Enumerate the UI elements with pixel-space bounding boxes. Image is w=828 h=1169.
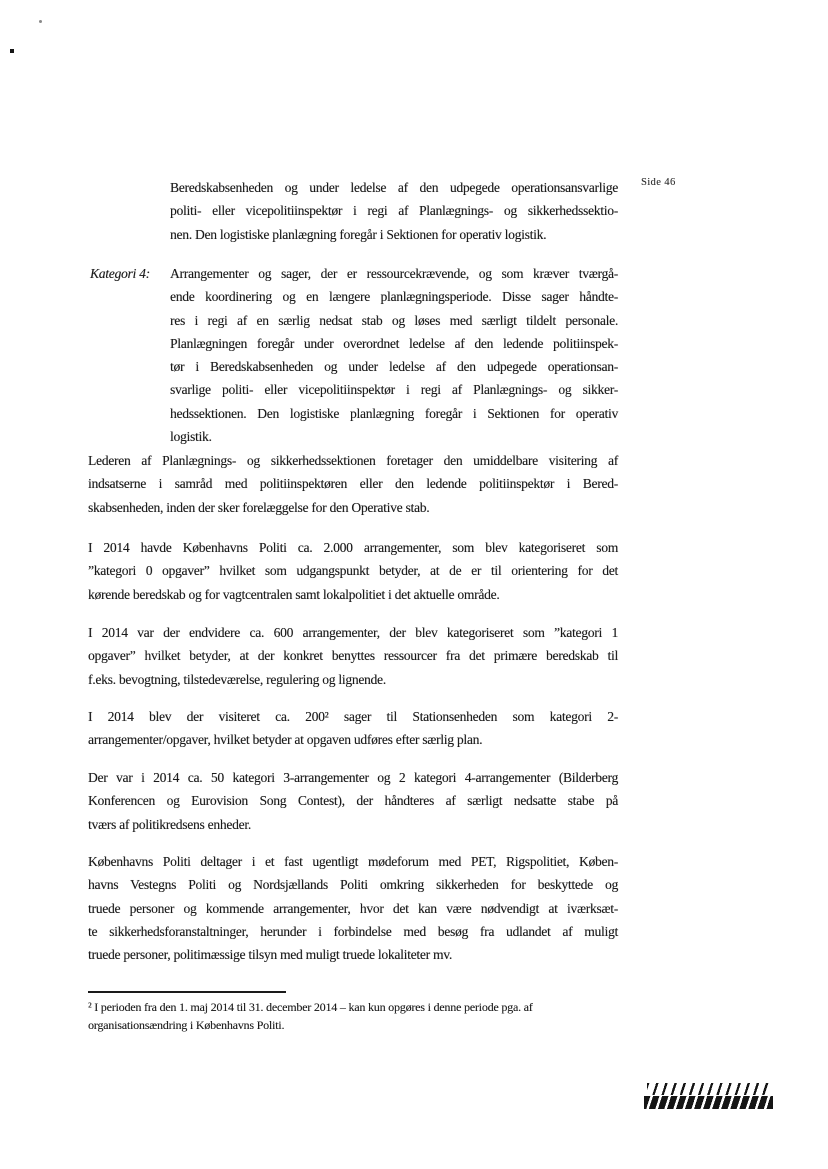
text-line: f.eks. bevogtning, tilstedeværelse, regulering og lignende. bbox=[88, 671, 386, 687]
text-line: te sikkerhedsforanstaltninger, herunder i forbindelse med besøg fra udlandet af muligt bbox=[88, 923, 618, 939]
text-line: ² I perioden fra den 1. maj 2014 til 31. december 2014 – kan kun opgøres i denne periode pga. af bbox=[88, 1000, 533, 1014]
paragraph-2014-kategori-2 bbox=[88, 705, 618, 752]
text-line: truede personer og kommende arrangementer, hvor det kan være nødvendigt at iværksæt- bbox=[88, 900, 618, 916]
text-line: Beredskabsenheden og under ledelse af den udpegede operationsansvarlige bbox=[170, 180, 618, 195]
text-line: ”kategori 0 opgaver” hvilket som udgangspunkt betyder, at de er til orientering for det bbox=[88, 563, 618, 579]
text-line: tør i Beredskabsenheden og under ledelse af den udpegede operationsan- bbox=[170, 359, 618, 375]
text-line: Konferencen og Eurovision Song Contest), der håndteres af særligt nedsatte stabe på bbox=[88, 793, 618, 809]
text-line: Der var i 2014 ca. 50 kategori 3-arrangementer og 2 kategori 4-arrangementer (Bilderberg bbox=[88, 770, 618, 785]
text-line: Københavns Politi deltager i et fast ugentligt mødeforum med PET, Rigspolitiet, Køben- bbox=[88, 854, 618, 869]
hatch-thin-row bbox=[647, 1083, 769, 1095]
text-line: truede personer, politimæssige tilsyn med muligt truede lokaliteter mv. bbox=[88, 947, 453, 963]
paragraph-2014-kategori-1 bbox=[88, 621, 618, 691]
text-line: indsatserne i samråd med politiinspektøren eller den ledende politiinspektør i Bered- bbox=[88, 476, 618, 492]
text-line: Lederen af Planlægnings- og sikkerhedssektionen foretager den umiddelbare visitering af bbox=[88, 453, 618, 468]
hatch-thick-row bbox=[644, 1096, 773, 1109]
text-line: opgaver” hvilket betyder, at der konkret benyttes ressourcer fra det primære beredskab til bbox=[88, 648, 618, 664]
kategori-4-definition bbox=[170, 262, 618, 448]
kategori-4-label: Kategori 4: bbox=[90, 266, 150, 281]
paragraph-moedeforum-pet bbox=[88, 850, 618, 966]
paragraph-2014-kategori-0 bbox=[88, 536, 618, 606]
text-line: arrangementer/opgaver, hvilket betyder at opgaven udføres efter særlig plan. bbox=[88, 732, 483, 748]
text-line: I 2014 blev der visiteret ca. 200² sager til Stationsenheden som kategori 2- bbox=[88, 709, 618, 724]
text-line: res i regi af en særlig nedsat stab og løses med særligt tildelt personale. bbox=[170, 312, 618, 328]
text-line: hedssektionen. Den logistiske planlægning foregår i Sektionen for operativ bbox=[170, 405, 618, 421]
text-line: organisationsændring i Københavns Politi. bbox=[88, 1018, 285, 1032]
text-line: tværs af politikredsens enheder. bbox=[88, 816, 251, 832]
text-line: ende koordinering og en længere planlægningsperiode. Disse sager håndte- bbox=[170, 289, 618, 305]
footnote bbox=[88, 998, 636, 1034]
paragraph-beredskabsenheden-continuation bbox=[170, 176, 618, 246]
text-line: nen. Den logistiske planlægning foregår i Sektionen for operativ logistik. bbox=[170, 226, 547, 242]
text-line: havns Vestegns Politi og Nordsjællands Politi omkring sikkerheden for beskyttede og bbox=[88, 877, 618, 893]
text-line: politi- eller vicepolitiinspektør i regi af Planlægnings- og sikkerhedssektio- bbox=[170, 203, 618, 219]
paragraph-lederen-visitering bbox=[88, 449, 618, 519]
text-line: Arrangementer og sager, der er ressourcekrævende, og som kræver tværgå- bbox=[170, 266, 618, 281]
scan-dot-artifact bbox=[39, 20, 42, 23]
hatch-marks-icon bbox=[644, 1083, 773, 1109]
scan-dot-artifact bbox=[10, 49, 14, 53]
footnote-separator-rule bbox=[88, 991, 286, 993]
text-line: I 2014 var der endvidere ca. 600 arrangementer, der blev kategoriseret som ”kategori 1 bbox=[88, 625, 618, 640]
paragraph-kategori-3-4 bbox=[88, 766, 618, 836]
text-line: Planlægningen foregår under overordnet ledelse af den ledende politiinspek- bbox=[170, 335, 618, 351]
text-line: logistik. bbox=[170, 429, 212, 445]
text-line: svarlige politi- eller vicepolitiinspektør i regi af Planlægnings- og sikker- bbox=[170, 382, 618, 398]
text-line: I 2014 havde Københavns Politi ca. 2.000 arrangementer, som blev kategoriseret som bbox=[88, 540, 618, 555]
text-line: skabsenheden, inden der sker forelæggelse for den Operative stab. bbox=[88, 499, 430, 515]
text-line: kørende beredskab og for vagtcentralen samt lokalpolitiet i det aktuelle område. bbox=[88, 586, 500, 602]
page-number-label: Side 46 bbox=[641, 177, 676, 188]
